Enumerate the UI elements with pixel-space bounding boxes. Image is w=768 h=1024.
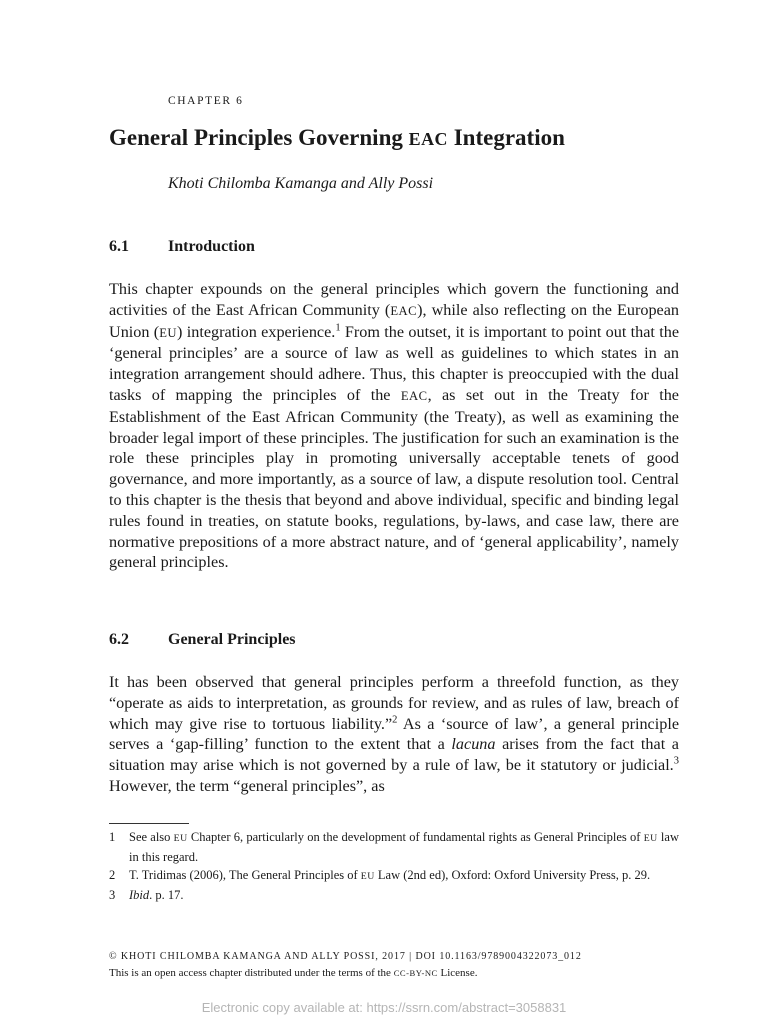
copyright-notice [109, 949, 709, 981]
footnotes [109, 828, 679, 904]
ssrn-notice: Electronic copy available at: https://ssrn.com/abstract=3058831 [201, 1000, 567, 1015]
copyright-line: © KHOTI CHILOMBA KAMANGA AND ALLY POSSI, 2017 | DOI 10.1163/9789004322073_012 [109, 951, 582, 962]
footnote-ref-1[interactable]: 1 [335, 322, 341, 334]
chapter-label: CHAPTER 6 [168, 95, 244, 107]
section-number: 6.1 [109, 238, 129, 255]
footnote-2: 2 T. Tridimas (2006), The General Principles of EU Law (2nd ed), Oxford: Oxford University Press, p. 29. [109, 868, 651, 882]
footnote-divider [109, 823, 189, 824]
section-number: 6.2 [109, 631, 129, 648]
section-title: Introduction [168, 238, 255, 255]
chapter-title: General Principles Governing EAC Integration [109, 125, 565, 150]
section-title: General Principles [168, 631, 296, 648]
principles-paragraph: It has been observed that general principles perform a threefold function, as they “operate as aids to interpretation, as grounds for review, and as rules of law, breach of which may give rise to tortuous liability.”$^2$ As a ‘source of law’, a general principle serves a ‘gap-filling’ function to the extent that a lacuna arises from the fact that a situation may arise which is not governed by a rule of law, be it statutory or judicial.$^3$ However, the term “general principles”, as [109, 673, 680, 795]
license-line: This is an open access chapter distributed under the terms of the CC-BY-NC License. [109, 967, 478, 979]
chapter-authors: Khoti Chilomba Kamanga and Ally Possi [168, 175, 434, 192]
footnote-ref-3[interactable]: 3 [673, 755, 679, 767]
footnote-1: 1 See also EU Chapter 6, particularly on the development of fundamental rights as General Principles of EU law in this regard. [109, 830, 679, 864]
section-heading-general-principles [109, 631, 296, 649]
intro-paragraph: This chapter expounds on the general principles which govern the functioning and activities of the East African Community (EAC), while also reflecting on the European Union (EU) integration experience.$^1$ From the outset, it is important to point out that the ‘general principles’ are a source of law as well as guidelines to which states in an integration arrangement should adhere. Thus, this chapter is preoccupied with the dual tasks of mapping the principles of the EAC, as set out in the Treaty for the Establishment of the East African Community (the Treaty), as well as examining the broader legal import of these principles. The justification for such an examination is the role these principles play in promoting universally acceptable tenets of good governance, and more importantly, as a source of law, a dispute resolution tool. Central to this chapter is the thesis that beyond and above individual, specific and binding legal rules found in treaties, on statute books, regulations, by-laws, and case law, there are normative prepositions of a more abstract nature, and of ‘general applicability’, namely general principles. [109, 280, 680, 572]
footnote-3: 3 Ibid. p. 17. [109, 888, 184, 902]
footnote-ref-2[interactable]: 2 [392, 714, 398, 726]
section-heading-introduction [109, 238, 255, 256]
